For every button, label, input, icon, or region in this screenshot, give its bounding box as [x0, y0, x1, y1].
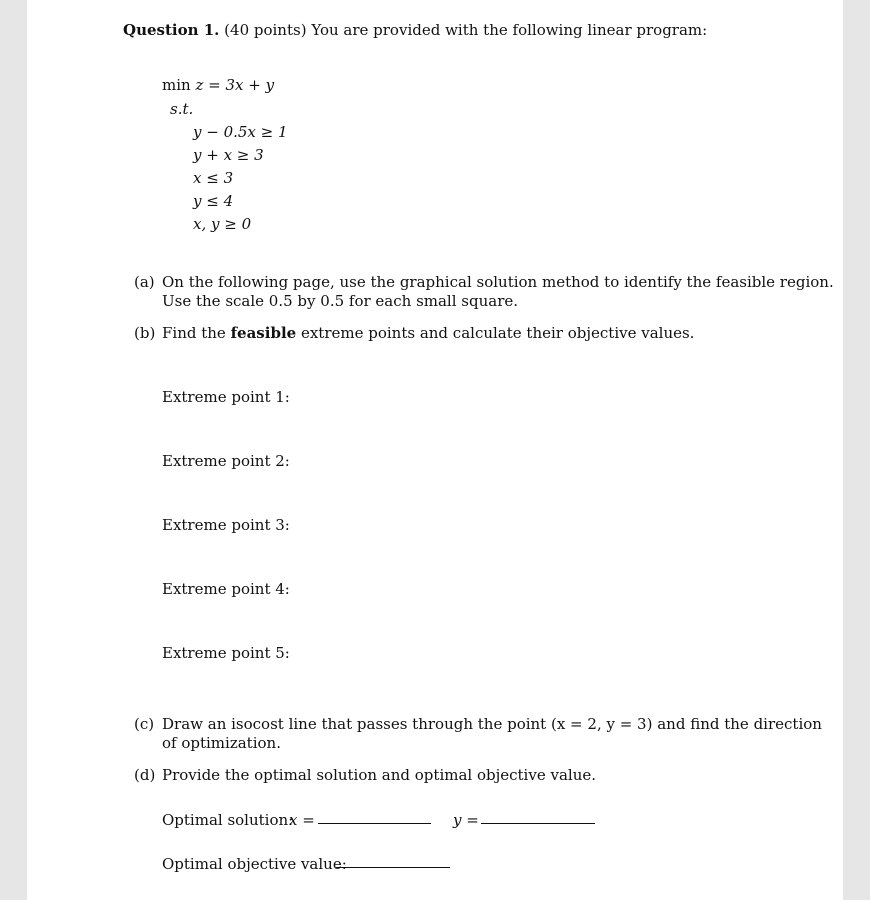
question-number: Question 1. — [123, 21, 220, 39]
constraint-1: y − 0.5x ≥ 1 — [193, 123, 288, 141]
question-intro: You are provided with the following linear program: — [311, 21, 708, 39]
part-d-line1: Provide the optimal solution and optimal objective value. — [162, 766, 596, 784]
optimal-value-label: Optimal objective value: — [162, 855, 347, 873]
optimal-solution-label: Optimal solution: — [162, 811, 294, 829]
question-heading — [123, 21, 707, 40]
constraint-5: x, y ≥ 0 — [193, 215, 252, 233]
constraint-2: y + x ≥ 3 — [193, 146, 264, 164]
optimal-y-blank[interactable] — [481, 823, 595, 824]
part-a-line2: Use the scale 0.5 by 0.5 for each small square. — [162, 292, 519, 310]
objective-function — [162, 76, 274, 95]
part-b-post: extreme points and calculate their objective values. — [300, 324, 695, 342]
optimal-x-blank[interactable] — [318, 823, 431, 824]
subject-to: s.t. — [170, 100, 194, 118]
optimal-x-eq: x = — [289, 811, 315, 829]
objective-min: min — [162, 76, 191, 94]
part-c-label: (c) — [134, 715, 155, 733]
exam-page — [27, 0, 843, 900]
extreme-point-2: Extreme point 2: — [162, 452, 290, 470]
part-c-line1: Draw an isocost line that passes through the point (x = 2, y = 3) and find the direction — [162, 715, 822, 733]
part-b-bold: feasible — [230, 324, 297, 342]
part-b-label: (b) — [134, 324, 156, 342]
constraint-4: y ≤ 4 — [193, 192, 234, 210]
part-c-line2: of optimization. — [162, 734, 281, 752]
constraint-3: x ≤ 3 — [193, 169, 234, 187]
part-d-label: (d) — [134, 766, 156, 784]
optimal-value-blank[interactable] — [336, 867, 450, 868]
extreme-point-4: Extreme point 4: — [162, 580, 290, 598]
part-a-label: (a) — [134, 273, 155, 291]
question-points: (40 points) — [224, 21, 307, 39]
optimal-y-eq: y = — [453, 811, 479, 829]
part-b-pre: Find the — [162, 324, 226, 342]
extreme-point-5: Extreme point 5: — [162, 644, 290, 662]
part-b-text — [162, 324, 694, 343]
part-a-line1: On the following page, use the graphical solution method to identify the feasible region. — [162, 273, 834, 291]
extreme-point-3: Extreme point 3: — [162, 516, 290, 534]
objective-var: z — [195, 76, 204, 94]
objective-expr: = 3x + y — [208, 76, 275, 94]
extreme-point-1: Extreme point 1: — [162, 388, 290, 406]
